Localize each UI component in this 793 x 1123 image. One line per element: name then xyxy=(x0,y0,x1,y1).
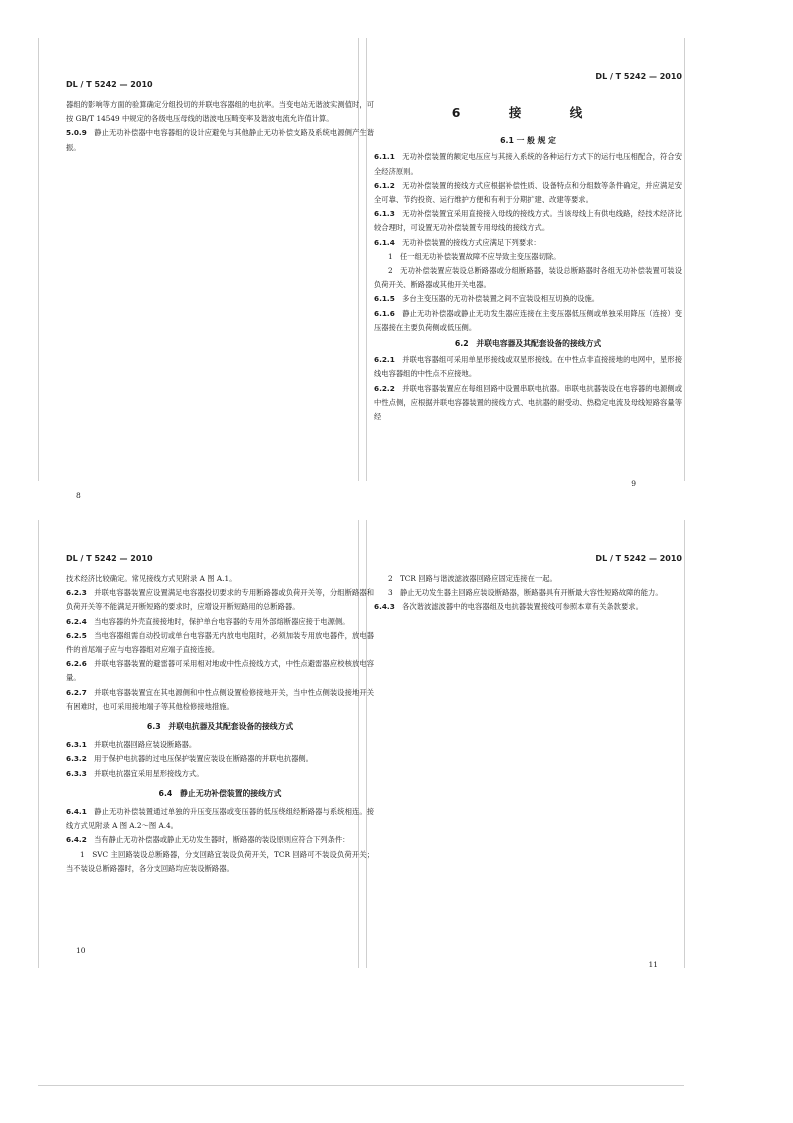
clause-text: 各次谐波滤波器中的电容器组及电抗器装置接线可参照本章有关条款要求。 xyxy=(402,602,643,612)
page-8 xyxy=(66,80,374,500)
clause-6-2-1 xyxy=(374,353,682,381)
clause-6-2-4 xyxy=(66,615,374,629)
clause-text: 当有静止无功补偿器或静止无功发生器时，断路器的装设原则应符合下列条件： xyxy=(94,835,350,845)
clause-number: 6.1.3 xyxy=(374,209,395,219)
paragraph: 技术经济比较确定。常见接线方式见附录 A 图 A.1。 xyxy=(66,574,237,583)
clause-number: 6.2.1 xyxy=(374,355,395,365)
clause-text: 无功补偿装置的额定电压应与其接入系统的各种运行方式下的运行电压相配合，符合安全经济原则。 xyxy=(374,152,683,176)
page-11 xyxy=(374,554,682,969)
clause-6-2-3 xyxy=(66,586,374,614)
clause-6-2-2 xyxy=(374,382,682,425)
list-item: 2 无功补偿装置应装设总断路器或分组断路器，装设总断路器时各组无功补偿装置可装设负荷开关、断路器或其他开关电器。 xyxy=(374,266,682,290)
clause-6-1-5 xyxy=(374,292,682,306)
page-number: 8 xyxy=(76,491,81,500)
page-header: DL / T 5242 — 2010 xyxy=(595,72,682,81)
page-body xyxy=(66,572,374,876)
clause-6-2-7 xyxy=(66,686,374,714)
divider-right-bottom xyxy=(684,520,685,968)
divider-left-bottom xyxy=(38,520,39,968)
clause-number: 6.4.3 xyxy=(374,602,395,612)
clause-number: 6.3.2 xyxy=(66,754,87,764)
clause-number: 6.2.7 xyxy=(66,687,87,697)
clause-6-1-6 xyxy=(374,307,682,335)
page-header: DL / T 5242 — 2010 xyxy=(66,554,153,563)
section-6-4-title: 6.4 静止无功补偿装置的接线方式 xyxy=(158,788,282,798)
divider-left xyxy=(38,38,39,481)
clause-6-1-4 xyxy=(374,236,682,250)
clause-6-4-1 xyxy=(66,805,374,833)
clause-5-0-9 xyxy=(66,126,374,154)
clause-text: 并联电容器装置的避雷器可采用相对地或中性点接线方式，中性点避雷器应校核放电容量。 xyxy=(66,659,375,683)
clause-6-2-5 xyxy=(66,629,374,657)
clause-number: 6.2.3 xyxy=(66,588,87,598)
page-header: DL / T 5242 — 2010 xyxy=(595,554,682,563)
section-6-1-title: 6.1 一 般 规 定 xyxy=(500,136,556,146)
clause-6-4-2 xyxy=(66,833,374,847)
clause-number: 6.3.3 xyxy=(66,768,87,778)
divider-right xyxy=(684,38,685,481)
clause-text: 无功补偿装置的接线方式应根据补偿性质、设备特点和分组数等条件确定，并应满足安全可靠、节约投资、运行维护方便和有利于分期扩建、改建等要求。 xyxy=(374,180,683,205)
clause-6-1-1 xyxy=(374,150,682,178)
clause-6-1-2 xyxy=(374,179,682,207)
page-body xyxy=(66,98,374,155)
clause-text: 多台主变压器的无功补偿装置之间不宜装设相互切换的设施。 xyxy=(402,294,600,304)
clause-text: 并联电容器装置应设置满足电容器投切要求的专用断路器或负荷开关等，分组断路器和负荷开关等不能满足开断短路的要求时，应增设开断短路用的总断路器。 xyxy=(66,588,375,612)
clause-text: 无功补偿装置的接线方式应满足下列要求： xyxy=(402,237,541,247)
clause-number: 6.1.2 xyxy=(374,180,395,190)
clause-6-3-1 xyxy=(66,738,374,752)
clause-6-3-2 xyxy=(66,752,374,766)
clause-6-4-3 xyxy=(374,600,682,614)
clause-6-2-6 xyxy=(66,657,374,685)
clause-text: 静止无功补偿装置通过单独的升压变压器或变压器的低压绕组经断路器与系统相连。接线方式见附录 A 图 A.2～图 A.4。 xyxy=(66,807,375,831)
clause-text: 用于保护电抗器的过电压保护装置应装设在断路器的并联电抗器侧。 xyxy=(94,754,313,764)
clause-text: 无功补偿装置宜采用直接接入母线的接线方式。当该母线上有供电线路，经技术经济比较合理时，可设置无功补偿装置专用母线的接线方式。 xyxy=(374,209,683,233)
section-6-2-title: 6.2 并联电容器及其配套设备的接线方式 xyxy=(454,339,602,349)
page-10 xyxy=(66,554,374,964)
clause-number: 6.2.4 xyxy=(66,616,87,626)
list-item: 1 任一组无功补偿装置故障不应导致主变压器切除。 xyxy=(388,251,561,261)
clause-text: 静止无功补偿器中电容器组的设计应避免与其他静止无功补偿支路及系统电源侧产生谐振。 xyxy=(66,128,375,152)
clause-text: 并联电容器装置宜在其电源侧和中性点侧设置检修接地开关，当中性点侧装设接地开关有困难时，也可采用接地端子等其他检修接地措施。 xyxy=(66,687,375,711)
page-number: 9 xyxy=(631,479,636,488)
clause-text: 静止无功补偿器或静止无功发生器应连接在主变压器低压侧或单独采用降压（连接）变压器接在主要负荷侧或低压侧。 xyxy=(374,308,683,332)
paragraph: 器组的影响等方面的验算确定分组投切的并联电容器组的电抗率。当变电站无谐波实测值时，可按 GB/T 14549 中规定的各级电压母线的谐波电压畸变率及谐波电流允许值计算。 xyxy=(66,100,374,124)
page-number: 10 xyxy=(76,946,86,955)
page-9 xyxy=(374,72,682,492)
clause-number: 6.4.2 xyxy=(66,835,87,845)
clause-number: 5.0.9 xyxy=(66,128,87,138)
clause-number: 6.2.2 xyxy=(374,383,395,393)
clause-number: 6.2.5 xyxy=(66,630,87,640)
section-6-3-title: 6.3 并联电抗器及其配套设备的接线方式 xyxy=(146,722,294,732)
clause-number: 6.1.1 xyxy=(374,152,395,162)
clause-text: 当电容器组需自动投切或单台电容器无内放电电阻时，必须加装专用放电器件，放电器件的首尾端子应与电容器组对应端子直接连接。 xyxy=(66,630,375,655)
list-item: 3 静止无功发生器主回路应装设断路器，断路器具有开断最大容性短路故障的能力。 xyxy=(388,588,663,598)
list-item: 1 SVC 主回路装设总断路器，分支回路宜装设负荷开关，TCR 回路可不装设负荷开关；当不装设总断路器时，各分支回路均应装设断路器。 xyxy=(66,849,374,873)
clause-number: 6.2.6 xyxy=(66,659,87,669)
clause-text: 并联电容器组可采用单星形接线或双星形接线。在中性点非直接接地的电网中，星形接线电容器组的中性点不应接地。 xyxy=(374,355,683,379)
clause-number: 6.1.4 xyxy=(374,237,395,247)
clause-text: 当电容器的外壳直接接地时，保护单台电容器的专用外部熔断器应接于电源侧。 xyxy=(94,616,350,626)
clause-number: 6.1.6 xyxy=(374,308,395,318)
list-item: 2 TCR 回路与谐波滤波器回路应固定连接在一起。 xyxy=(388,574,557,583)
clause-number: 6.3.1 xyxy=(66,740,87,750)
clause-number: 6.4.1 xyxy=(66,807,87,817)
page-body xyxy=(374,572,682,615)
page-header: DL / T 5242 — 2010 xyxy=(66,80,153,89)
bottom-rule xyxy=(38,1085,684,1086)
clause-6-3-3 xyxy=(66,767,374,781)
page-number: 11 xyxy=(648,960,658,969)
chapter-title: 6 接 线 xyxy=(451,105,605,120)
page-body xyxy=(374,106,682,424)
clause-text: 并联电容器装置应在每组回路中设置串联电抗器。串联电抗器装设在电容器的电源侧或中性点侧，应根据并联电容器装置的接线方式、电抗器的耐受动、热稳定电流及母线短路容量等经 xyxy=(374,383,683,422)
clause-6-1-3 xyxy=(374,207,682,235)
clause-text: 并联电抗器宜采用星形接线方式。 xyxy=(94,768,204,778)
clause-number: 6.1.5 xyxy=(374,294,395,304)
clause-text: 并联电抗器回路应装设断路器。 xyxy=(94,740,197,750)
